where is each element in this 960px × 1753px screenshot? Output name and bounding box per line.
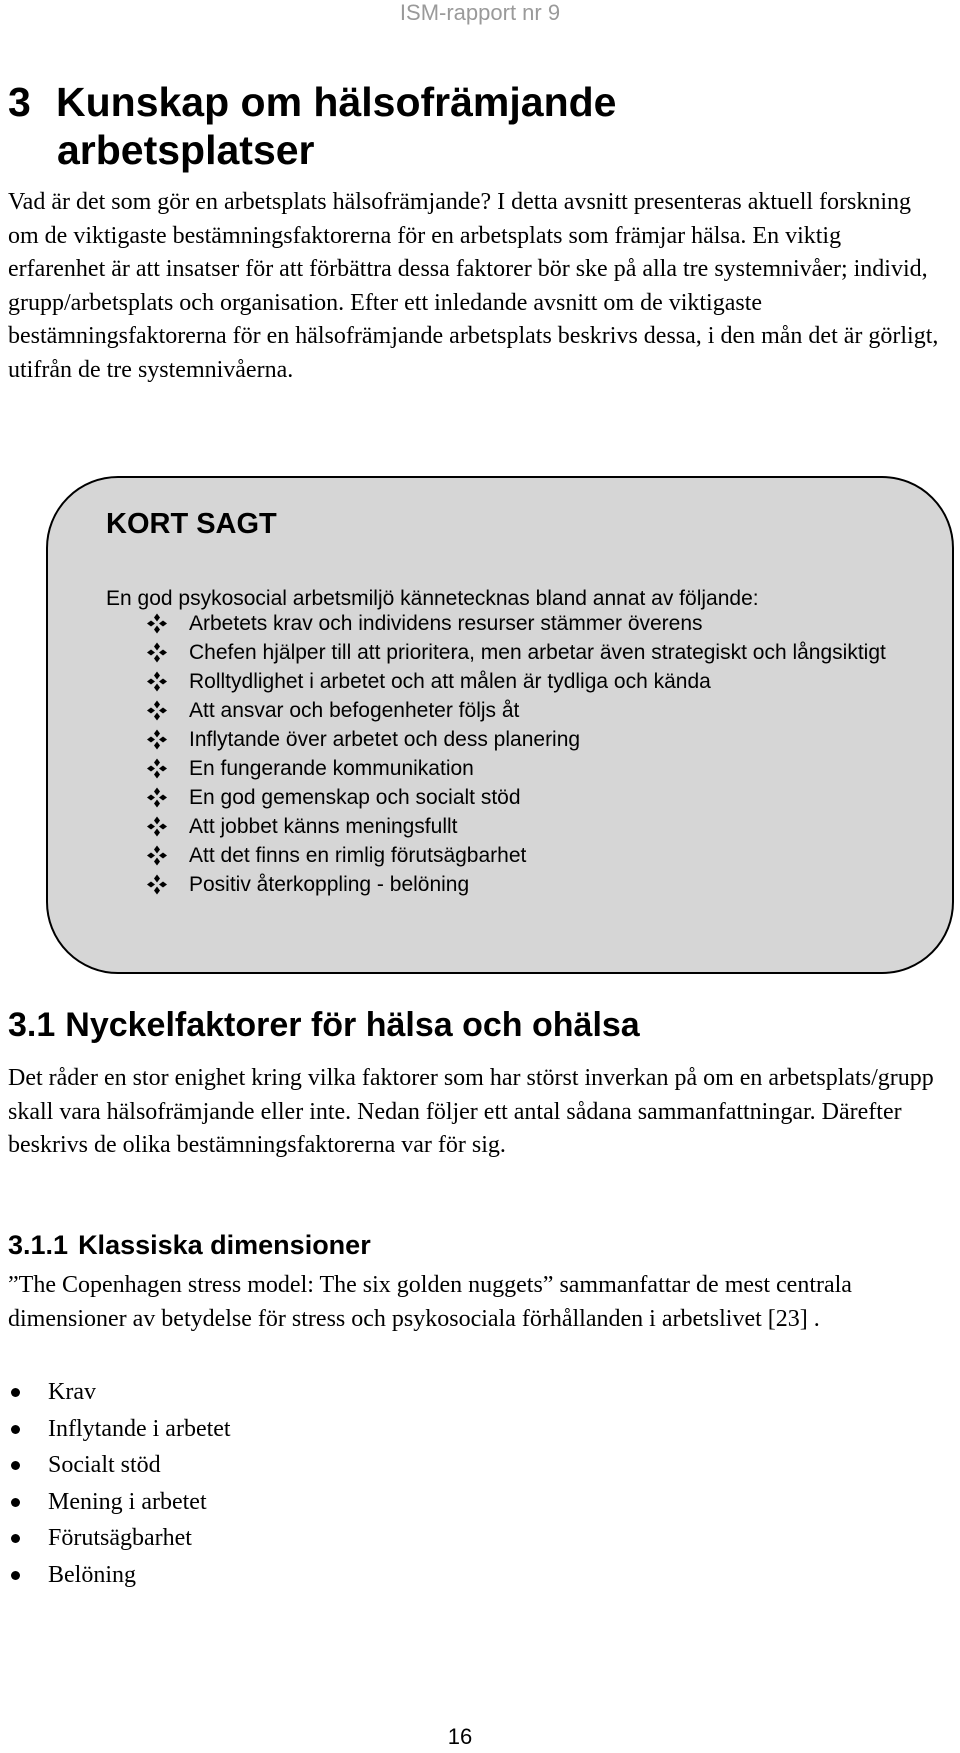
four-diamond-bullet-icon (146, 841, 168, 870)
kort-sagt-item-text: Inflytande över arbetet och dess planering (189, 728, 581, 751)
four-diamond-bullet-icon (146, 725, 168, 754)
section-title: Nyckelfaktorer för hälsa och ohälsa (65, 1006, 640, 1044)
kort-sagt-item (146, 667, 936, 696)
four-diamond-bullet-icon (146, 783, 168, 812)
kort-sagt-title: KORT SAGT (106, 508, 277, 540)
kort-sagt-item (146, 783, 936, 812)
kort-sagt-item (146, 638, 936, 667)
section-3-1-paragraph: Det råder en stor enighet kring vilka faktorer som har störst inverkan på om en arbetsplats/grupp skall vara hälsofrämjande eller inte. Nedan följer ett antal sådana sammanfattningar. Därefter beskrivs de olika bestämningsfaktorerna var för sig. (8, 1065, 934, 1158)
page-number: 16 (447, 1724, 473, 1749)
kort-sagt-item (146, 870, 936, 899)
dimension-item-text: Socialt stöd (48, 1452, 161, 1478)
section-number: 3.1 (8, 1006, 56, 1044)
kort-sagt-item-text: Att det finns en rimlig förutsägbarhet (189, 844, 527, 867)
kort-sagt-item (146, 696, 936, 725)
four-diamond-bullet-icon (146, 638, 168, 667)
dimension-item-text: Mening i arbetet (48, 1488, 207, 1515)
bullet-dot-icon (11, 1498, 20, 1507)
bullet-dot-icon (11, 1461, 20, 1470)
kort-sagt-item (146, 812, 936, 841)
kort-sagt-item (146, 841, 936, 870)
section-heading-3-1-1 (8, 1230, 371, 1261)
dimension-item (8, 1484, 231, 1521)
section-title-line-2: arbetsplatser (57, 127, 315, 173)
bullet-dot-icon (11, 1534, 20, 1543)
bullet-dot-icon (11, 1388, 20, 1397)
dimension-item (8, 1557, 231, 1594)
running-header: ISM-rapport nr 9 (399, 0, 561, 25)
bullet-dot-icon (11, 1425, 20, 1434)
four-diamond-bullet-icon (146, 870, 168, 899)
section-title-line-1: Kunskap om hälsofrämjande (56, 79, 617, 125)
section-heading-3 (8, 78, 948, 174)
kort-sagt-item-text: Chefen hjälper till att prioritera, men arbetar även strategiskt och långsiktigt (189, 641, 886, 664)
kort-sagt-item-text: Att jobbet känns meningsfullt (189, 815, 458, 838)
kort-sagt-item (146, 754, 936, 783)
dimension-item-text: Belöning (48, 1561, 136, 1588)
section-number: 3 (8, 79, 31, 125)
kort-sagt-item-text: En god gemenskap och socialt stöd (189, 786, 521, 809)
dimensions-list (8, 1374, 231, 1593)
dimension-item (8, 1447, 231, 1484)
kort-sagt-item-text: Rolltydlighet i arbetet och att målen är tydliga och kända (189, 670, 711, 693)
dimension-item-text: Förutsägbarhet (48, 1525, 192, 1551)
kort-sagt-item-text: Arbetets krav och individens resurser stämmer överens (189, 612, 703, 635)
dimension-item-text: Inflytande i arbetet (48, 1415, 231, 1442)
section-title: Klassiska dimensioner (78, 1230, 371, 1260)
kort-sagt-item-text: Att ansvar och befogenheter följs åt (189, 699, 520, 722)
intro-paragraph: Vad är det som gör en arbetsplats hälsofrämjande? I detta avsnitt presenteras aktuell forskning om de viktigaste bestämningsfaktorerna för en arbetsplats som främjar hälsa. En viktig erfarenhet är att insatser för att förbättra dessa faktorer bör ske på alla tre systemnivåer; individ, grupp/arbetsplats och organisation. Efter ett inledande avsnitt om de viktigaste bestämningsfaktorerna för en hälsofrämjande arbetsplats beskrivs dessa, i den mån det är görligt, utifrån de tre systemnivåerna. (8, 189, 939, 383)
section-number: 3.1.1 (8, 1230, 69, 1260)
four-diamond-bullet-icon (146, 696, 168, 725)
four-diamond-bullet-icon (146, 609, 168, 638)
section-3-1-1-paragraph: ”The Copenhagen stress model: The six golden nuggets” sammanfattar de mest centrala dimensioner av betydelse för stress och psykosociala förhållanden i arbetslivet [23] . (8, 1272, 852, 1332)
bullet-dot-icon (11, 1571, 20, 1580)
kort-sagt-item-text: En fungerande kommunikation (189, 757, 474, 780)
dimension-item (8, 1411, 231, 1448)
kort-sagt-item (146, 725, 936, 754)
kort-sagt-item (146, 609, 936, 638)
section-heading-3-1 (8, 1006, 640, 1045)
dimension-item (8, 1520, 231, 1557)
four-diamond-bullet-icon (146, 667, 168, 696)
kort-sagt-list (146, 609, 936, 899)
four-diamond-bullet-icon (146, 812, 168, 841)
dimension-item-text: Krav (48, 1379, 96, 1405)
kort-sagt-item-text: Positiv återkoppling - belöning (189, 873, 470, 896)
kort-sagt-lead: En god psykosocial arbetsmiljö kännetecknas bland annat av följande: (106, 587, 759, 610)
dimension-item (8, 1374, 231, 1411)
four-diamond-bullet-icon (146, 754, 168, 783)
